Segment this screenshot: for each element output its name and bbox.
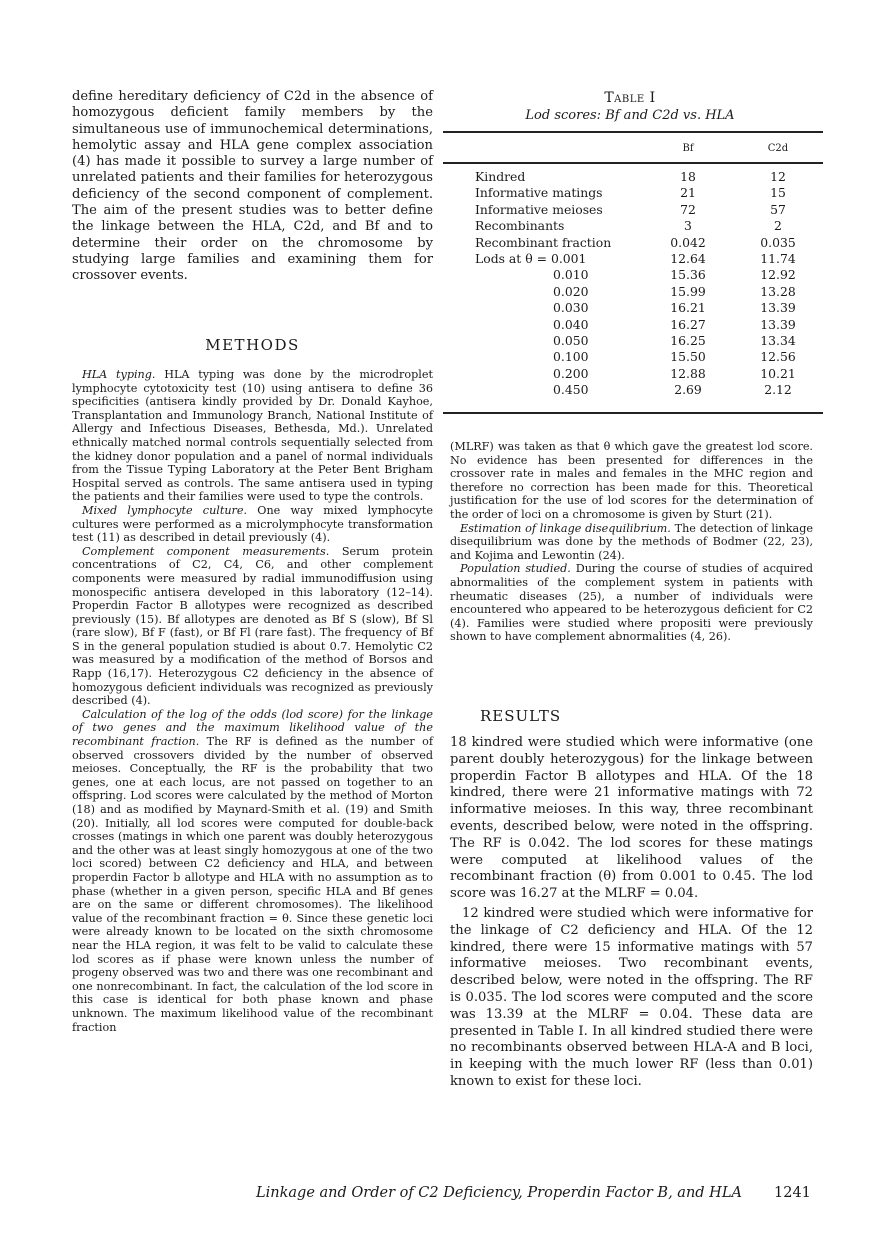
run-in-heading: Complement component measurements. [82,544,330,558]
bf-value: 2.69 [674,382,702,398]
results-paragraph: 18 kindred were studied which were informative (one parent doubly heterozygous) for the linkage between properdin Factor B allotypes and HLA. Of the 18 kindred, there were 21 informative matings with 72 informative meioses. In this way, three recombinant events, described below, were noted in the offspring. The RF is 0.042. The lod scores for these matings were computed at likelihood values of the recombinant fraction (θ) from 0.001 to 0.45. The lod score was 16.27 at the MLRF = 0.04. [450,735,813,902]
c2d-value: 57 [770,201,786,217]
results-section [450,735,813,1091]
c2d-value: 2 [774,218,782,234]
bf-value: 16.25 [670,333,706,349]
bf-value: 18 [680,169,696,184]
run-in-heading: Calculation of the log of the odds (lod score) for the linkage of two genes and the maximum likelihood value of the recombinant fraction. [72,707,433,749]
methods-paragraph [450,562,813,644]
bf-value: 15.99 [670,283,706,299]
c2d-value: 13.28 [760,283,796,299]
row-label: Kindred [475,169,526,184]
row-label: Informative meioses [475,201,603,217]
row-label: 0.200 [553,365,589,381]
table-row [443,235,823,251]
bf-value: 15.50 [670,349,706,365]
c2d-value: 13.39 [760,300,796,316]
methods-section [72,368,433,1034]
results-paragraph: 12 kindred were studied which were informative for the linkage of C2 deficiency and HLA. Of the 12 kindred, there were 15 informative matings with 57 informative meioses. Two recombinant events, described below, were noted in the offspring. The RF is 0.035. The lod scores were computed and the score was 13.39 at the MLRF = 0.04. These data are presented in Table I. In all kindred studied there were no recombinants observed between HLA-A and B loci, in keeping with the much lower RF (less than 0.01) known to exist for these loci. [450,905,813,1089]
table-row [443,251,823,267]
row-label: 0.030 [553,300,589,316]
bf-value: 12.64 [670,251,706,267]
table-bottom-rule [443,412,823,414]
row-label: 0.040 [553,316,589,332]
run-in-heading: HLA typing. [82,368,156,381]
table-subtitle: Lod scores: Bf and C2d vs. HLA [525,108,735,123]
table-row [443,300,823,316]
bf-value: 12.88 [670,365,706,381]
c2d-value: 11.74 [760,251,796,267]
paragraph-text: (MLRF) was taken as that θ which gave the greatest lod score. No evidence has been presented for differences in the crossover rate in males and females in the MHC region and therefore no correction has been made for this. Theoretical justification for the use of lod scores for the determination of the order of loci on a chromosome is given by Sturt (21). [450,440,813,521]
c2d-value: 15 [770,185,786,201]
c2d-value: 0.035 [760,234,796,250]
c2d-value: 2.12 [764,382,792,398]
c2d-value: 12.56 [760,349,796,365]
row-label: 0.050 [553,333,589,349]
table-top-rule [443,131,823,133]
c2d-value: 12.92 [760,267,796,283]
paragraph-text: The detection of linkage disequilibrium was done by the methods of Bodmer (22, 23), and Kojima and Lewontin (24). [450,521,813,562]
page-number: 1241 [774,1185,811,1201]
bf-value: 21 [680,185,696,201]
intro-paragraph: define hereditary deficiency of C2d in the absence of homozygous deficient family members by the simultaneous use of immunochemical determinations, hemolytic assay and HLA gene complex association (4) has made it possible to survey a large number of unrelated patients and their families for heterozygous deficiency of the second component of complement. The aim of the present studies was to better define the linkage between the HLA, C2d, and Bf and to determine their order on the chromosome by studying large families and examining them for crossover events. [72,89,433,284]
bf-value: 3 [684,218,692,234]
run-in-heading: Mixed lymphocyte culture. [82,503,248,517]
bf-value: 16.21 [670,300,706,316]
table-header-row [443,136,823,163]
table-row [443,218,823,234]
methods-paragraph [72,368,433,504]
row-label: 0.020 [553,283,589,299]
table-row [443,185,823,201]
table-row [443,382,823,398]
results-heading: RESULTS [480,707,562,725]
methods-heading: METHODS [205,336,300,354]
row-label: 0.010 [553,267,589,283]
column-header-bf: Bf [682,143,694,155]
table-title: Table I [604,90,656,106]
run-in-heading: Population studied. [460,562,571,576]
paragraph-text: Serum protein concentrations of C2, C4, C6, and other complement components were measured by radial immunodiffusion using monospecific antisera developed in this laboratory (12–14). Properdin Factor B allotypes were recognized as described previously (15). Bf allotypes are denoted as Bf S (slow), Bf Sl (rare slow), Bf F (fast), or Bf Fl (rare fast). The frequency of Bf S in the general population studied is about 0.7. Hemolytic C2 was measured by a modification of the method of Borsos and Rapp (16,17). Heterozygous C2 deficiency in the absence of homozygous deficient individuals was recognized as previously described (4). [72,544,433,708]
bf-value: 72 [680,201,696,217]
paragraph-text: During the course of studies of acquired abnormalities of the complement system in patients with rheumatic diseases (25), a number of individuals were encountered who appeared to be heterozygous deficient for C2 (4). Families were studied where propositi were previously shown to have complement abnormalities (4, 26). [450,562,814,644]
paragraph-text: HLA typing was done by the microdroplet lymphocyte cytotoxicity test (10) using antisera to define 36 specificities (antisera kindly provided by Dr. Donald Kayhoe, Transplantation and Immunology Branch, National Institute of Allergy and Infectious Diseases, Bethesda, Md.). Unrelated ethnically matched normal controls sequentially selected from the kidney donor population and a panel of normal individuals from the Tissue Typing Laboratory at the Peter Bent Brigham Hospital served as controls. The same antisera used in typing the patients and their families were used to type the controls. [72,368,433,504]
bf-value: 16.27 [670,316,706,332]
c2d-value: 13.34 [760,333,796,349]
table-row [443,284,823,300]
table-row [443,333,823,349]
table-row [443,349,823,365]
paragraph-text: One way mixed lymphocyte cultures were performed as a microlymphocyte transformation test (11) as described in detail previously (4). [72,503,433,545]
c2d-value: 10.21 [760,365,796,381]
table-row [443,163,823,185]
column-header [443,136,643,163]
bf-value: 15.36 [670,267,706,283]
row-label: 0.450 [553,382,589,398]
bf-value: 0.042 [670,234,706,250]
methods-paragraph [72,708,433,1034]
methods-continued [450,440,813,644]
column-header-c2d: C2d [767,143,789,155]
paragraph-text: The RF is defined as the number of observed crossovers divided by the number of observed meioses. Conceptually, the RF is the probability that two genes, one at each locus, are not passed on together to an offspring. Lod scores were calculated by the method of Morton (18) and as modified by Maynard-Smith et al. (19) and Smith (20). Initially, all lod scores were computed for double-back crosses (matings in which one parent was doubly heterozygous and the other was at least singly homozygous at one of the two loci scored) between C2 deficiency and HLA, and between properdin Factor b allotype and HLA with no assumption as to phase (whether in a given person, specific HLA and Bf genes are on the same or different chromosomes). The likelihood value of the recombinant fraction = θ. Since these genetic loci were already known to be located on the sixth chromosome near the HLA region, it was felt to be valid to calculate these lod scores as if phase were known unless the number of progeny observed was two and there was one recombinant and one nonrecombinant. In fact, the calculation of the lod score in this case is identical for both phase known and phase unknown. The maximum likelihood value of the recombinant fraction [72,735,433,1034]
row-label: Recombinants [475,218,565,234]
row-label: Informative matings [475,185,603,201]
methods-paragraph [450,440,813,522]
table-row [443,202,823,218]
table-row [443,317,823,333]
c2d-value: 12 [770,169,786,184]
table-row [443,267,823,283]
lod-score-table [443,136,823,399]
c2d-value: 13.39 [760,316,796,332]
methods-paragraph [450,522,813,563]
run-in-heading: Estimation of linkage disequilibrium. [460,521,671,535]
row-label: Lods at θ = 0.001 [475,251,587,267]
methods-paragraph [72,545,433,708]
table-row [443,366,823,382]
methods-paragraph [72,504,433,545]
running-title: Linkage and Order of C2 Deficiency, Properdin Factor B, and HLA [256,1185,742,1201]
row-label: Recombinant fraction [475,234,612,250]
row-label: 0.100 [553,349,589,365]
